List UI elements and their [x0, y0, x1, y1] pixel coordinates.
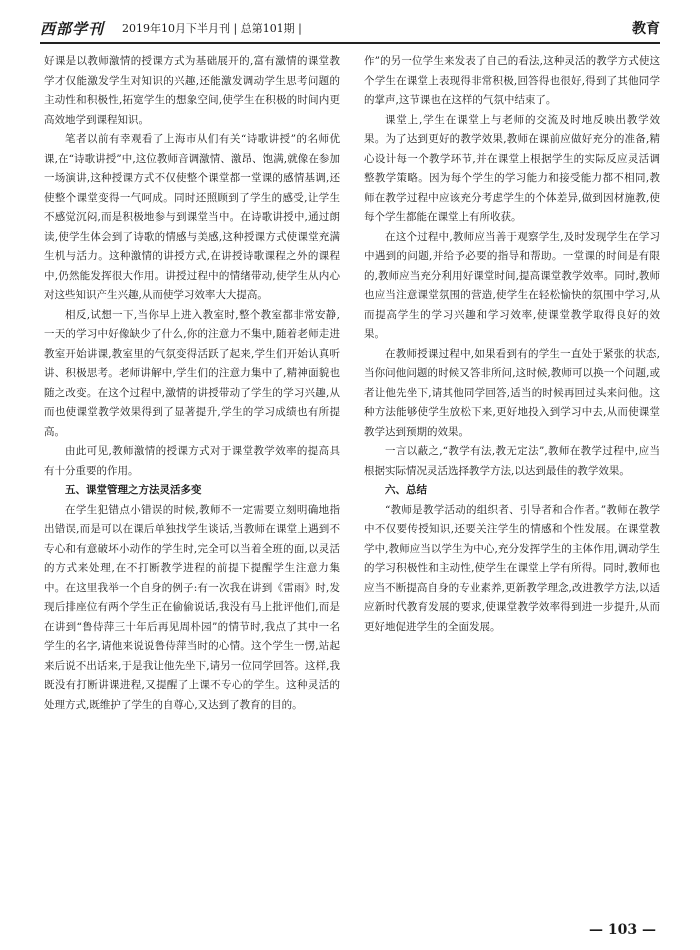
paragraph: 在这个过程中,教师应当善于观察学生,及时发现学生在学习中遇到的问题,并给予必要的指导和帮助。一堂课的时间是有限的,教师应当充分利用好课堂时间,提高课堂教学效率。同时,教师也应当注意课堂氛围的营造,使学生在轻松愉快的氛围中学习,从而提高学生的学习兴趣和学习效率,使课堂教学取得良好的效果。 — [364, 230, 660, 340]
paragraph: 相反,试想一下,当你早上进入教室时,整个教室都非常安静,一天的学习中好像缺少了什么,你的注意力不集中,随着老师走进教室开始讲课,教室里的气氛变得活跃了起来,学生们开始认真听讲、积极思考。老师讲解中,学生们的注意力集中了,精神面貌也随之改变。在这个过程中,激情的讲授带动了学生的学习兴趣,从而也使课堂教学效果得到了显著提升,学生的学习成绩也有所提高。 — [44, 308, 340, 438]
paragraph: 由此可见,教师激情的授课方式对于课堂教学效率的提高具有十分重要的作用。 — [44, 445, 340, 477]
left-column — [44, 52, 340, 715]
right-column — [364, 52, 660, 637]
page-header — [40, 14, 660, 44]
issue-info: 2019年10月下半月刊 | 总第101期 | — [122, 22, 302, 35]
paragraph: 在学生犯错点小错误的时候,教师不一定需要立刻明确地指出错误,而是可以在课后单独找学生谈话,当教师在课堂上遇到不专心和有意破坏小动作的学生时,完全可以当着全班的面,以灵活的方式来处理,在不打断教学进程的前提下提醒学生注意力集中。在这里我举一个自身的例子:有一次我在讲到《雷雨》时,发现后排座位有两个学生正在偷偷说话,我没有马上批评他们,而是在讲到“鲁侍萍三十年后再见周朴园”的情节时,我点了其中一名学生的名字,请他来说说鲁侍萍当时的心情。这个学生一愣,站起来后说不出话来,于是我让他先坐下,请另一位同学回答。这样,我既没有打断讲课进程,又提醒了上课不专心的学生。这种灵活的处理方式,既维护了学生的自尊心,又达到了教育的目的。 — [44, 503, 340, 711]
paragraph: 在教师授课过程中,如果看到有的学生一直处于紧张的状态,当你问他问题的时候又答非所问,这时候,教师可以换一个问题,或者让他先坐下,请其他同学回答,适当的时候再回过头来问他。这种方法能够使学生放松下来,更好地投入到学习中去,从而使课堂教学达到预期的效果。 — [364, 347, 660, 438]
paragraph: 好课是以教师激情的授课方式为基础展开的,富有激情的课堂教学才仅能激发学生对知识的兴趣,还能激发调动学生思考问题的主动性和积极性,拓宽学生的想象空间,使学生在积极的时间内更高效地学到课程知识。 — [44, 55, 340, 126]
paragraph: “教师是教学活动的组织者、引导者和合作者。”教师在教学中不仅要传授知识,还要关注学生的情感和个性发展。在课堂教学中,教师应当以学生为中心,充分发挥学生的主体作用,调动学生的学习积极性和主动性,使学生在课堂上学有所得。同时,教师也应当不断提高自身的专业素养,更新教学理念,改进教学方法,以适应新时代教育发展的要求,使课堂教学效率得到进一步提升,从而更好地促进学生的全面发展。 — [364, 503, 660, 633]
journal-logo: 西部学刊 — [40, 20, 105, 38]
paragraph: 笔者以前有幸观看了上海市从们有关“诗歌讲授”的名师优课,在“诗歌讲授”中,这位教师音调激情、激昂、饱满,就像在参加一场演讲,这种授课方式不仅使整个课堂都一堂课的感情基调,还使整个课堂变得一气呵成。同时还照顾到了学生的感受,让学生不感觉沉闷,而是积极地参与到课堂当中。在诗歌讲授中,通过朗读,使学生体会到了诗歌的情感与美感,这种授课方式使课堂充满生机与活力。这种激情的讲授方式,在讲授诗歌课程之外的课程中,仍然能发挥很大作用。讲授过程中的情绪带动,使学生从内心对这些知识产生兴趣,从而使学习效率大大提高。 — [44, 133, 340, 301]
section-heading: 五、课堂管理之方法灵活多变 — [65, 484, 202, 496]
page-number: — 103 — — [589, 922, 656, 938]
paragraph: 课堂上,学生在课堂上与老师的交流及时地反映出教学效果。为了达到更好的教学效果,教师在课前应做好充分的准备,精心设计每一个教学环节,并在课堂上根据学生的实际反应灵活调整教学策略。因为每个学生的学习能力和接受能力都不相同,教师在教学过程中应该充分考虑学生的个体差异,做到因材施教,使每个学生都能在课堂上有所收获。 — [364, 113, 660, 223]
section-heading: 六、总结 — [385, 484, 427, 496]
section-label: 教育 — [632, 21, 660, 37]
paragraph: 一言以蔽之,“教学有法,教无定法”,教师在教学过程中,应当根据实际情况灵活选择教学方法,以达到最佳的教学效果。 — [364, 445, 660, 477]
paragraph: 作”的另一位学生来发表了自己的看法,这种灵活的教学方式使这个学生在课堂上表现得非常积极,回答得也很好,得到了其他同学的掌声,这节课也在这样的气氛中结束了。 — [364, 55, 660, 106]
